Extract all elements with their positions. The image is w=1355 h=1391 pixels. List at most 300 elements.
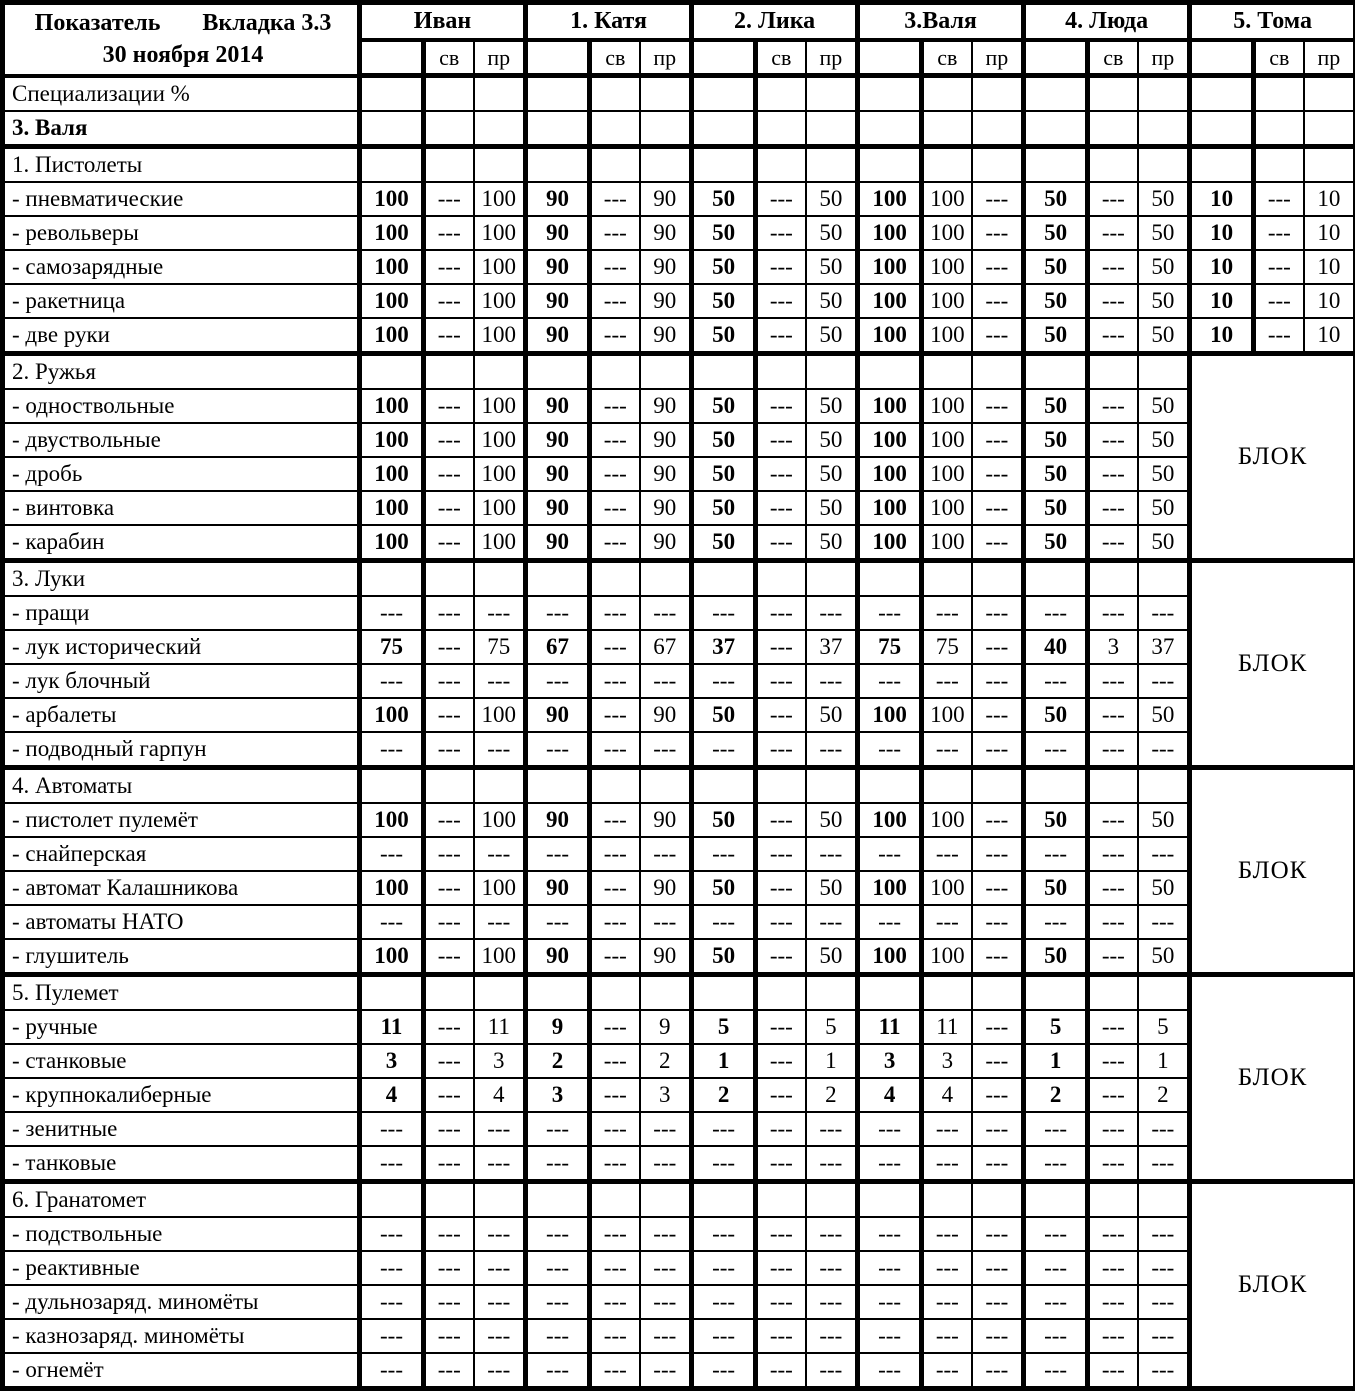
value-cell: 50	[692, 871, 756, 905]
value-cell: 50	[1138, 803, 1190, 837]
value-cell: 50	[1024, 871, 1088, 905]
value-cell	[590, 111, 640, 147]
value-cell: ---	[424, 871, 474, 905]
value-cell	[1304, 76, 1355, 112]
table-row	[3, 939, 1355, 975]
value-cell	[692, 354, 756, 390]
value-cell: ---	[756, 1044, 806, 1078]
value-cell: 100	[858, 457, 922, 491]
value-cell: 100	[922, 803, 972, 837]
value-cell: ---	[590, 871, 640, 905]
value-cell: ---	[1088, 596, 1138, 630]
value-cell: ---	[1138, 837, 1190, 871]
value-cell	[756, 561, 806, 597]
subcol-header-pr: пр	[1138, 40, 1190, 76]
value-cell: 10	[1190, 182, 1254, 216]
value-cell	[640, 111, 692, 147]
value-cell: ---	[972, 1319, 1024, 1353]
table-row	[3, 457, 1355, 491]
value-cell: 2	[640, 1044, 692, 1078]
value-cell: ---	[1088, 457, 1138, 491]
value-cell	[1088, 147, 1138, 183]
value-cell	[474, 111, 526, 147]
value-cell: ---	[756, 1217, 806, 1251]
value-cell: 100	[858, 389, 922, 423]
value-cell	[1024, 768, 1088, 804]
value-cell: 50	[806, 216, 858, 250]
row-label: - подводный гарпун	[3, 732, 360, 768]
value-cell: 50	[806, 803, 858, 837]
value-cell: 90	[640, 698, 692, 732]
value-cell	[806, 561, 858, 597]
value-cell: ---	[972, 389, 1024, 423]
row-label: Специализации %	[3, 76, 360, 112]
row-label: 2. Ружья	[3, 354, 360, 390]
row-label: - дробь	[3, 457, 360, 491]
value-cell: ---	[526, 1251, 590, 1285]
table-row	[3, 250, 1355, 284]
subcol-header-sv: св	[590, 40, 640, 76]
value-cell: 1	[806, 1044, 858, 1078]
row-label: - казнозаряд. миномёты	[3, 1319, 360, 1353]
value-cell: ---	[1088, 1112, 1138, 1146]
value-cell: 9	[640, 1010, 692, 1044]
value-cell	[1024, 561, 1088, 597]
value-cell	[692, 975, 756, 1011]
value-cell: ---	[806, 1285, 858, 1319]
value-cell: ---	[972, 1010, 1024, 1044]
value-cell: 3	[640, 1078, 692, 1112]
value-cell: ---	[756, 1319, 806, 1353]
value-cell: 4	[858, 1078, 922, 1112]
value-cell: 37	[692, 630, 756, 664]
value-cell: 9	[526, 1010, 590, 1044]
value-cell: 50	[1024, 457, 1088, 491]
value-cell: ---	[806, 1146, 858, 1182]
row-label: - огнемёт	[3, 1353, 360, 1389]
value-cell: ---	[526, 1353, 590, 1389]
value-cell: ---	[590, 596, 640, 630]
value-cell	[858, 76, 922, 112]
value-cell: 50	[1138, 182, 1190, 216]
row-label: - ракетница	[3, 284, 360, 318]
value-cell	[424, 354, 474, 390]
value-cell: 90	[640, 491, 692, 525]
value-cell: 1	[1138, 1044, 1190, 1078]
row-label: 6. Гранатомет	[3, 1182, 360, 1218]
value-cell: 50	[1138, 250, 1190, 284]
value-cell: ---	[1024, 1146, 1088, 1182]
value-cell	[1088, 1182, 1138, 1218]
value-cell	[1138, 354, 1190, 390]
table-row	[3, 871, 1355, 905]
value-cell: ---	[424, 1044, 474, 1078]
value-cell: ---	[692, 1353, 756, 1389]
value-cell: 50	[1138, 871, 1190, 905]
value-cell: 90	[640, 457, 692, 491]
value-cell: ---	[756, 871, 806, 905]
value-cell: 10	[1304, 318, 1355, 354]
value-cell: ---	[972, 1353, 1024, 1389]
value-cell: ---	[474, 1112, 526, 1146]
value-cell	[360, 111, 424, 147]
value-cell: ---	[1088, 803, 1138, 837]
value-cell	[1088, 76, 1138, 112]
value-cell: ---	[1138, 1353, 1190, 1389]
value-cell	[858, 1182, 922, 1218]
value-cell	[922, 76, 972, 112]
value-cell	[1138, 1182, 1190, 1218]
section-row	[3, 1182, 1355, 1218]
value-cell: ---	[424, 423, 474, 457]
value-cell: ---	[858, 1319, 922, 1353]
value-cell: ---	[1088, 216, 1138, 250]
value-cell: ---	[756, 423, 806, 457]
value-cell: 100	[922, 939, 972, 975]
value-cell: ---	[526, 1146, 590, 1182]
row-label: - станковые	[3, 1044, 360, 1078]
value-cell: ---	[590, 1353, 640, 1389]
value-cell: ---	[756, 1112, 806, 1146]
block-cell: БЛОК	[1190, 1182, 1355, 1389]
value-cell: ---	[1088, 1353, 1138, 1389]
person-column-header-katya: 1. Катя	[526, 3, 692, 41]
value-cell: ---	[590, 1217, 640, 1251]
value-cell: ---	[1138, 1319, 1190, 1353]
value-cell	[424, 111, 474, 147]
value-cell: 75	[360, 630, 424, 664]
value-cell: 50	[1024, 318, 1088, 354]
value-cell: 100	[858, 871, 922, 905]
value-cell: ---	[1254, 182, 1304, 216]
value-cell: ---	[692, 1146, 756, 1182]
value-cell: ---	[756, 1285, 806, 1319]
value-cell: ---	[1024, 664, 1088, 698]
value-cell: ---	[424, 630, 474, 664]
value-cell: ---	[1088, 491, 1138, 525]
value-cell: ---	[424, 525, 474, 561]
value-cell: 50	[692, 318, 756, 354]
value-cell: 3	[360, 1044, 424, 1078]
value-cell: 75	[922, 630, 972, 664]
value-cell	[590, 1182, 640, 1218]
value-cell: ---	[692, 1319, 756, 1353]
value-cell: 90	[640, 250, 692, 284]
row-label: - танковые	[3, 1146, 360, 1182]
row-label: - арбалеты	[3, 698, 360, 732]
value-cell: 50	[806, 871, 858, 905]
value-cell	[972, 768, 1024, 804]
value-cell: ---	[972, 837, 1024, 871]
value-cell: ---	[590, 1010, 640, 1044]
value-cell: ---	[922, 837, 972, 871]
value-cell	[756, 1182, 806, 1218]
value-cell	[1088, 354, 1138, 390]
value-cell: 100	[360, 457, 424, 491]
value-cell: 75	[474, 630, 526, 664]
value-cell: ---	[360, 1146, 424, 1182]
value-cell	[474, 354, 526, 390]
value-cell: ---	[756, 457, 806, 491]
value-cell: 100	[474, 250, 526, 284]
value-cell: ---	[756, 182, 806, 216]
value-cell: 90	[526, 216, 590, 250]
value-cell	[1024, 76, 1088, 112]
subcol-header-pr: пр	[1304, 40, 1355, 76]
value-cell: ---	[692, 1217, 756, 1251]
value-cell: ---	[972, 1251, 1024, 1285]
value-cell: ---	[1088, 250, 1138, 284]
table-row	[3, 1146, 1355, 1182]
value-cell: 100	[360, 423, 424, 457]
table-row	[3, 1010, 1355, 1044]
value-cell	[360, 1182, 424, 1218]
value-cell: 50	[806, 457, 858, 491]
value-cell: ---	[806, 596, 858, 630]
value-cell: ---	[360, 1217, 424, 1251]
value-cell: 4	[360, 1078, 424, 1112]
value-cell	[640, 354, 692, 390]
value-cell: ---	[526, 837, 590, 871]
value-cell	[1088, 111, 1138, 147]
block-cell: БЛОК	[1190, 354, 1355, 561]
value-cell: ---	[424, 284, 474, 318]
value-cell: ---	[922, 596, 972, 630]
value-cell: 50	[1024, 491, 1088, 525]
value-cell	[692, 1182, 756, 1218]
value-cell: 100	[922, 216, 972, 250]
table-row	[3, 1044, 1355, 1078]
value-cell: ---	[424, 250, 474, 284]
subcol-header-value	[526, 40, 590, 76]
value-cell: ---	[922, 664, 972, 698]
value-cell: ---	[922, 1353, 972, 1389]
value-cell	[424, 768, 474, 804]
value-cell	[1254, 111, 1304, 147]
value-cell: 50	[806, 250, 858, 284]
row-label: - крупнокалиберные	[3, 1078, 360, 1112]
value-cell: ---	[474, 596, 526, 630]
value-cell: ---	[590, 1112, 640, 1146]
table-row	[3, 423, 1355, 457]
value-cell: ---	[972, 1044, 1024, 1078]
value-cell: ---	[424, 318, 474, 354]
value-cell: 5	[1138, 1010, 1190, 1044]
value-cell	[1088, 975, 1138, 1011]
value-cell: ---	[972, 250, 1024, 284]
value-cell	[640, 1182, 692, 1218]
value-cell	[692, 768, 756, 804]
value-cell: ---	[1024, 1112, 1088, 1146]
value-cell: ---	[922, 1217, 972, 1251]
value-cell	[858, 975, 922, 1011]
value-cell: 90	[526, 698, 590, 732]
row-label: - пращи	[3, 596, 360, 630]
row-label: - винтовка	[3, 491, 360, 525]
value-cell: ---	[526, 1319, 590, 1353]
value-cell: ---	[1138, 905, 1190, 939]
value-cell: 2	[692, 1078, 756, 1112]
value-cell: 90	[526, 423, 590, 457]
value-cell: 100	[922, 250, 972, 284]
value-cell: ---	[640, 732, 692, 768]
row-label: 3. Валя	[3, 111, 360, 147]
value-cell	[972, 76, 1024, 112]
value-cell: 90	[640, 182, 692, 216]
value-cell: 50	[1024, 250, 1088, 284]
subcol-header-value	[1024, 40, 1088, 76]
value-cell: ---	[590, 630, 640, 664]
value-cell: 10	[1304, 250, 1355, 284]
value-cell: ---	[972, 423, 1024, 457]
value-cell: 50	[806, 491, 858, 525]
value-cell	[806, 147, 858, 183]
table-row	[3, 182, 1355, 216]
value-cell	[590, 354, 640, 390]
value-cell: ---	[806, 1319, 858, 1353]
value-cell: 67	[526, 630, 590, 664]
value-cell: ---	[972, 803, 1024, 837]
person-column-header-toma: 5. Тома	[1190, 3, 1355, 41]
value-cell: 50	[692, 250, 756, 284]
value-cell: 10	[1190, 284, 1254, 318]
value-cell: ---	[424, 1285, 474, 1319]
value-cell: 90	[526, 284, 590, 318]
value-cell: ---	[360, 596, 424, 630]
value-cell: ---	[640, 1251, 692, 1285]
row-label: - реактивные	[3, 1251, 360, 1285]
value-cell	[1024, 1182, 1088, 1218]
value-cell: 50	[692, 284, 756, 318]
value-cell: ---	[858, 1251, 922, 1285]
value-cell: ---	[1254, 284, 1304, 318]
value-cell	[1024, 975, 1088, 1011]
table-row	[3, 1251, 1355, 1285]
value-cell: ---	[972, 457, 1024, 491]
value-cell: ---	[526, 1285, 590, 1319]
value-cell: 50	[806, 423, 858, 457]
value-cell: ---	[922, 732, 972, 768]
value-cell	[922, 975, 972, 1011]
value-cell: 100	[474, 803, 526, 837]
value-cell: ---	[756, 905, 806, 939]
value-cell	[590, 561, 640, 597]
row-label: - револьверы	[3, 216, 360, 250]
value-cell: 50	[1138, 216, 1190, 250]
value-cell: ---	[756, 732, 806, 768]
value-cell: 50	[1138, 423, 1190, 457]
value-cell: 90	[526, 389, 590, 423]
value-cell: 90	[526, 491, 590, 525]
row-label: - подствольные	[3, 1217, 360, 1251]
value-cell: ---	[590, 284, 640, 318]
value-cell: 50	[1024, 525, 1088, 561]
value-cell: 50	[692, 491, 756, 525]
row-label: - автоматы НАТО	[3, 905, 360, 939]
value-cell: 50	[692, 939, 756, 975]
value-cell: 100	[858, 803, 922, 837]
value-cell: 100	[922, 525, 972, 561]
value-cell: ---	[360, 1353, 424, 1389]
value-cell: ---	[590, 318, 640, 354]
value-cell: ---	[590, 250, 640, 284]
person-column-header-lyuda: 4. Люда	[1024, 3, 1190, 41]
tab-label: Вкладка 3.3	[202, 10, 331, 36]
value-cell: ---	[640, 1319, 692, 1353]
value-cell	[972, 111, 1024, 147]
value-cell: 5	[806, 1010, 858, 1044]
value-cell	[922, 111, 972, 147]
value-cell	[972, 975, 1024, 1011]
value-cell	[756, 111, 806, 147]
table-body	[3, 76, 1355, 1389]
value-cell: ---	[640, 1285, 692, 1319]
value-cell	[858, 111, 922, 147]
value-cell: ---	[922, 1112, 972, 1146]
value-cell: 100	[858, 318, 922, 354]
value-cell: ---	[590, 1146, 640, 1182]
value-cell: 3	[526, 1078, 590, 1112]
value-cell: ---	[360, 1285, 424, 1319]
value-cell: ---	[1088, 905, 1138, 939]
value-cell: ---	[972, 182, 1024, 216]
value-cell	[972, 147, 1024, 183]
value-cell: 100	[922, 423, 972, 457]
value-cell: 100	[922, 457, 972, 491]
value-cell	[756, 975, 806, 1011]
value-cell: 50	[806, 318, 858, 354]
subcol-header-pr: пр	[640, 40, 692, 76]
value-cell: 37	[1138, 630, 1190, 664]
value-cell: 100	[360, 182, 424, 216]
value-cell	[858, 561, 922, 597]
value-cell	[424, 1182, 474, 1218]
value-cell: ---	[1088, 871, 1138, 905]
value-cell: ---	[1088, 1010, 1138, 1044]
value-cell: 100	[474, 871, 526, 905]
value-cell: ---	[474, 1251, 526, 1285]
value-cell: 10	[1190, 216, 1254, 250]
value-cell: 50	[1138, 318, 1190, 354]
value-cell: 100	[922, 491, 972, 525]
value-cell	[640, 975, 692, 1011]
row-label: - пневматические	[3, 182, 360, 216]
value-cell: 2	[1138, 1078, 1190, 1112]
value-cell: 100	[474, 216, 526, 250]
value-cell: 50	[806, 525, 858, 561]
value-cell: ---	[424, 1010, 474, 1044]
value-cell: ---	[1254, 250, 1304, 284]
value-cell	[640, 768, 692, 804]
value-cell: ---	[590, 1251, 640, 1285]
value-cell: 50	[806, 939, 858, 975]
value-cell: 100	[858, 284, 922, 318]
value-cell	[1190, 147, 1254, 183]
value-cell	[1088, 561, 1138, 597]
value-cell	[1254, 76, 1304, 112]
value-cell	[922, 561, 972, 597]
value-cell: 100	[474, 182, 526, 216]
value-cell: ---	[1088, 1251, 1138, 1285]
value-cell	[526, 1182, 590, 1218]
value-cell: ---	[806, 905, 858, 939]
value-cell: 50	[806, 284, 858, 318]
value-cell: ---	[590, 182, 640, 216]
value-cell	[1304, 147, 1355, 183]
value-cell	[424, 147, 474, 183]
value-cell: ---	[424, 182, 474, 216]
value-cell: ---	[972, 905, 1024, 939]
